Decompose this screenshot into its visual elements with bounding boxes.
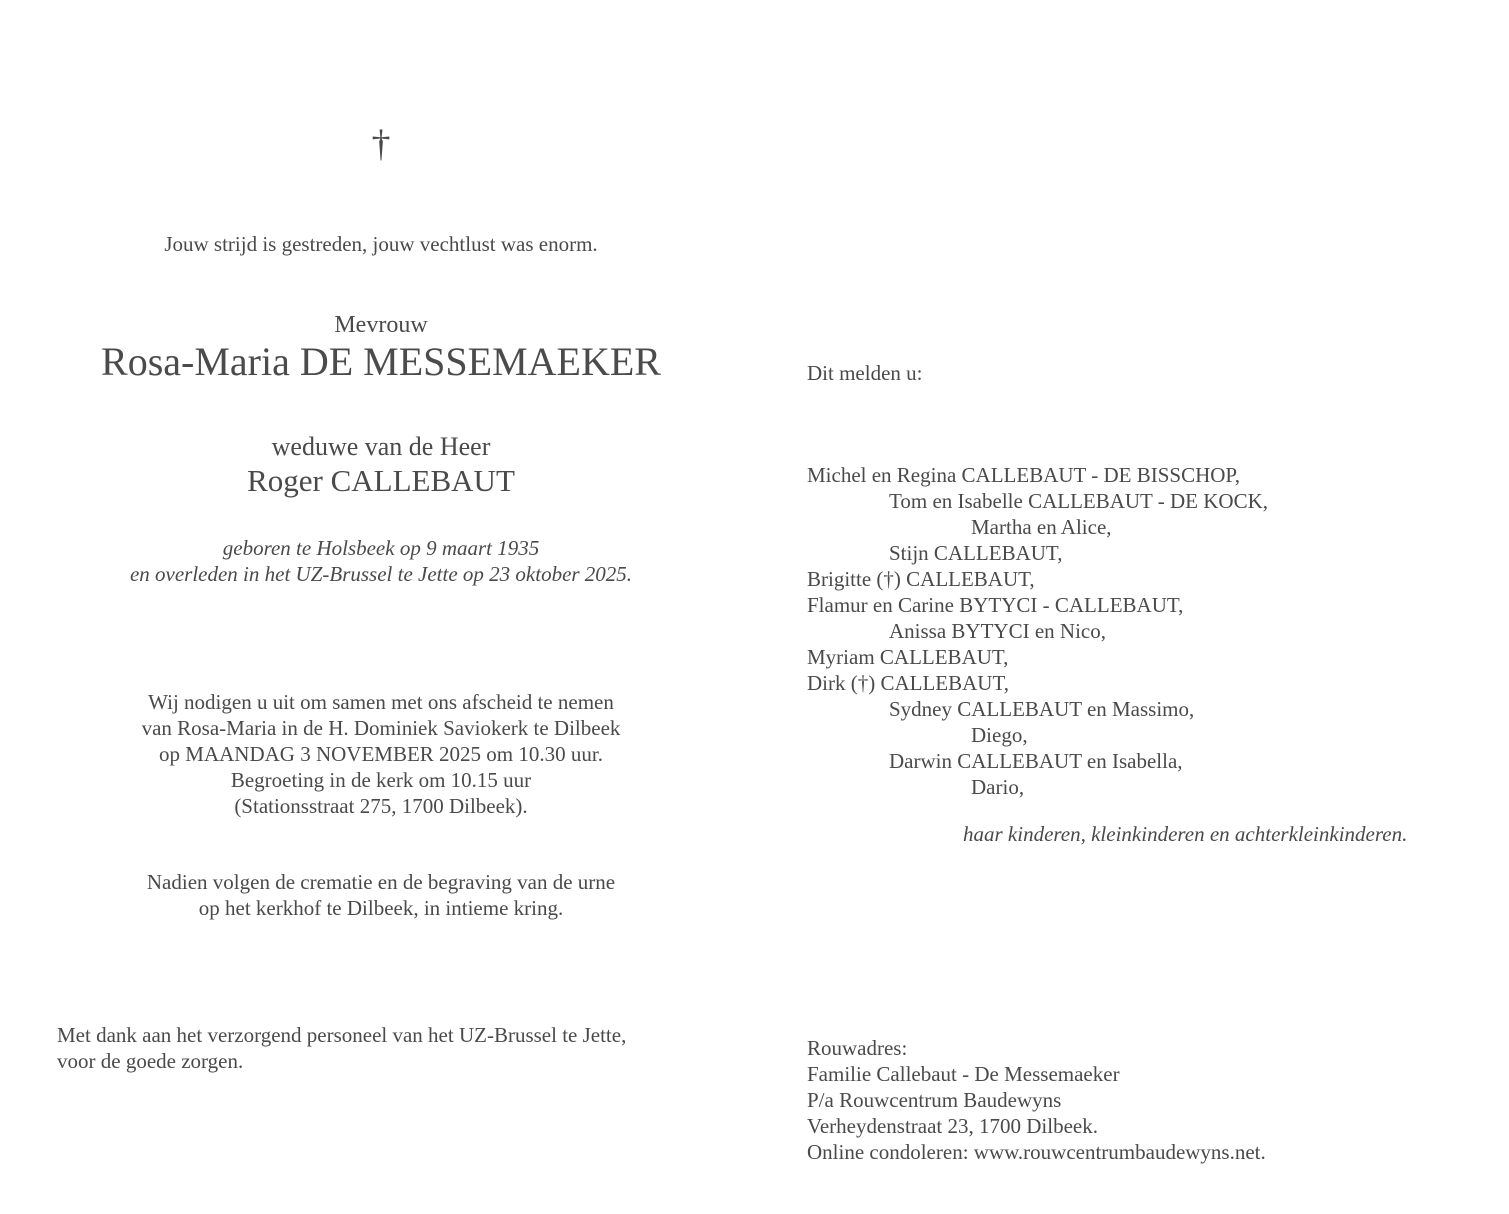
family-member: Dario, xyxy=(971,775,1025,799)
thanks-note xyxy=(57,1022,626,1074)
invitation-line: Wij nodigen u uit om samen met ons afscheid te nemen xyxy=(148,690,614,714)
invitation-line: (Stationsstraat 275, 1700 Dilbeek). xyxy=(234,794,528,818)
thanks-line: voor de goede zorgen. xyxy=(57,1049,244,1073)
online-condolence-link: Online condoleren: www.rouwcentrumbaudewyns.net. xyxy=(807,1140,1266,1164)
funeral-invitation xyxy=(0,689,762,819)
invitation-line: Begroeting in de kerk om 10.15 uur xyxy=(230,768,532,792)
announce-label: Dit melden u: xyxy=(807,361,923,385)
family-member: Myriam CALLEBAUT, xyxy=(807,645,1009,669)
life-dates xyxy=(0,535,762,587)
cremation-line: op het kerkhof te Dilbeek, in intieme kring. xyxy=(198,896,564,920)
address-line: P/a Rouwcentrum Baudewyns xyxy=(807,1088,1062,1112)
death-line: en overleden in het UZ-Brussel te Jette op 23 oktober 2025. xyxy=(129,562,633,586)
family-member: Flamur en Carine BYTYCI - CALLEBAUT, xyxy=(807,593,1184,617)
family-member: Anissa BYTYCI en Nico, xyxy=(889,619,1106,643)
family-member: Dirk (†) CALLEBAUT, xyxy=(807,671,1009,695)
family-member: Stijn CALLEBAUT, xyxy=(889,541,1063,565)
deceased-name: Rosa-Maria DE MESSEMAEKER xyxy=(101,339,661,384)
right-panel xyxy=(807,0,1487,1214)
invitation-line: van Rosa-Maria in de H. Dominiek Saviokerk te Dilbeek xyxy=(141,716,621,740)
address-line: Familie Callebaut - De Messemaeker xyxy=(807,1062,1120,1086)
cremation-note xyxy=(0,869,762,921)
family-member: Tom en Isabelle CALLEBAUT - DE KOCK, xyxy=(889,489,1268,513)
thanks-line: Met dank aan het verzorgend personeel van het UZ-Brussel te Jette, xyxy=(57,1023,627,1047)
salutation: Mevrouw xyxy=(334,312,428,338)
widow-of-label: weduwe van de Heer xyxy=(271,432,491,461)
address-label: Rouwadres: xyxy=(807,1036,908,1060)
cremation-line: Nadien volgen de crematie en de begraving van de urne xyxy=(146,870,616,894)
family-list xyxy=(807,462,1487,800)
family-member: Michel en Regina CALLEBAUT - DE BISSCHOP, xyxy=(807,463,1241,487)
family-member: Diego, xyxy=(971,723,1028,747)
mourning-address xyxy=(807,1035,1266,1165)
family-member: Darwin CALLEBAUT en Isabella, xyxy=(889,749,1183,773)
family-member: Brigitte (†) CALLEBAUT, xyxy=(807,567,1035,591)
address-line: Verheydenstraat 23, 1700 Dilbeek. xyxy=(807,1114,1098,1138)
family-member: Martha en Alice, xyxy=(971,515,1112,539)
invitation-line: op MAANDAG 3 NOVEMBER 2025 om 10.30 uur. xyxy=(159,742,603,766)
spouse-name: Roger CALLEBAUT xyxy=(247,463,515,498)
motto-text: Jouw strijd is gestreden, jouw vechtlust was enorm. xyxy=(164,232,598,256)
relation-line: haar kinderen, kleinkinderen en achterkleinkinderen. xyxy=(963,822,1408,846)
cross-icon: † xyxy=(371,123,391,165)
family-member: Sydney CALLEBAUT en Massimo, xyxy=(889,697,1195,721)
birth-line: geboren te Holsbeek op 9 maart 1935 xyxy=(222,536,540,560)
